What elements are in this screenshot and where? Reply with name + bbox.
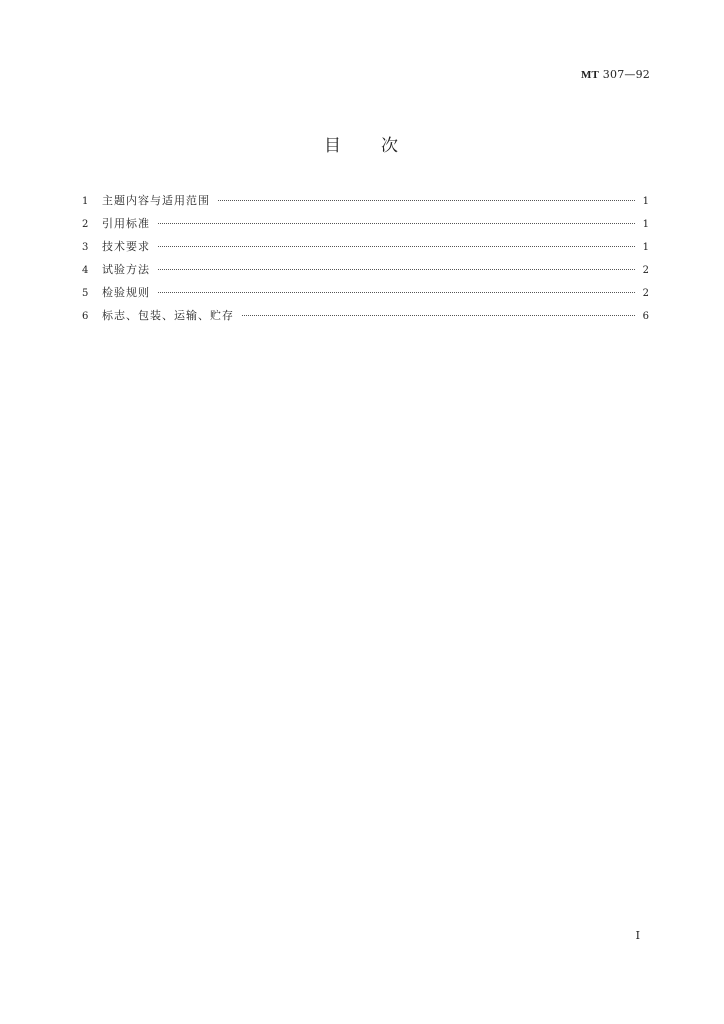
toc-entry-page: 1 bbox=[642, 196, 649, 207]
toc-entry-page: 1 bbox=[642, 242, 649, 253]
toc-entry-number: 5 bbox=[82, 288, 89, 299]
toc-entry-page: 2 bbox=[642, 288, 649, 299]
toc-entry-label: 标志、包装、运输、贮存 bbox=[102, 309, 234, 322]
page-title bbox=[0, 131, 724, 156]
toc-entry-label: 技术要求 bbox=[102, 240, 150, 253]
dot-leader bbox=[158, 292, 635, 293]
toc-entry-page: 2 bbox=[642, 265, 649, 276]
dot-leader bbox=[158, 246, 635, 247]
standard-code bbox=[581, 68, 650, 81]
toc-entry-page: 1 bbox=[642, 219, 649, 230]
toc-entry-number: 6 bbox=[82, 311, 89, 322]
toc-entry[interactable] bbox=[82, 261, 649, 284]
toc-entry[interactable] bbox=[82, 192, 649, 215]
title-char-2: 次 bbox=[381, 136, 400, 156]
toc-entry-number: 3 bbox=[82, 242, 89, 253]
table-of-contents bbox=[82, 192, 649, 330]
toc-entry-number: 2 bbox=[82, 219, 89, 230]
toc-entry-number: 4 bbox=[82, 265, 89, 276]
toc-entry-label: 主题内容与适用范围 bbox=[102, 194, 210, 207]
toc-entry-label: 引用标准 bbox=[102, 217, 150, 230]
standard-number: 307—92 bbox=[602, 68, 650, 81]
toc-entry[interactable] bbox=[82, 284, 649, 307]
standard-prefix: MT bbox=[580, 69, 600, 81]
toc-entry-number: 1 bbox=[82, 196, 89, 207]
toc-entry[interactable] bbox=[82, 215, 649, 238]
toc-entry[interactable] bbox=[82, 238, 649, 261]
dot-leader bbox=[158, 223, 635, 224]
title-char-1: 目 bbox=[324, 136, 343, 156]
page-number: I bbox=[635, 929, 640, 942]
toc-entry[interactable] bbox=[82, 307, 649, 330]
toc-entry-label: 检验规则 bbox=[102, 286, 150, 299]
toc-entry-page: 6 bbox=[642, 311, 649, 322]
dot-leader bbox=[158, 269, 635, 270]
dot-leader bbox=[242, 315, 635, 316]
toc-entry-label: 试验方法 bbox=[102, 263, 150, 276]
dot-leader bbox=[218, 200, 635, 201]
